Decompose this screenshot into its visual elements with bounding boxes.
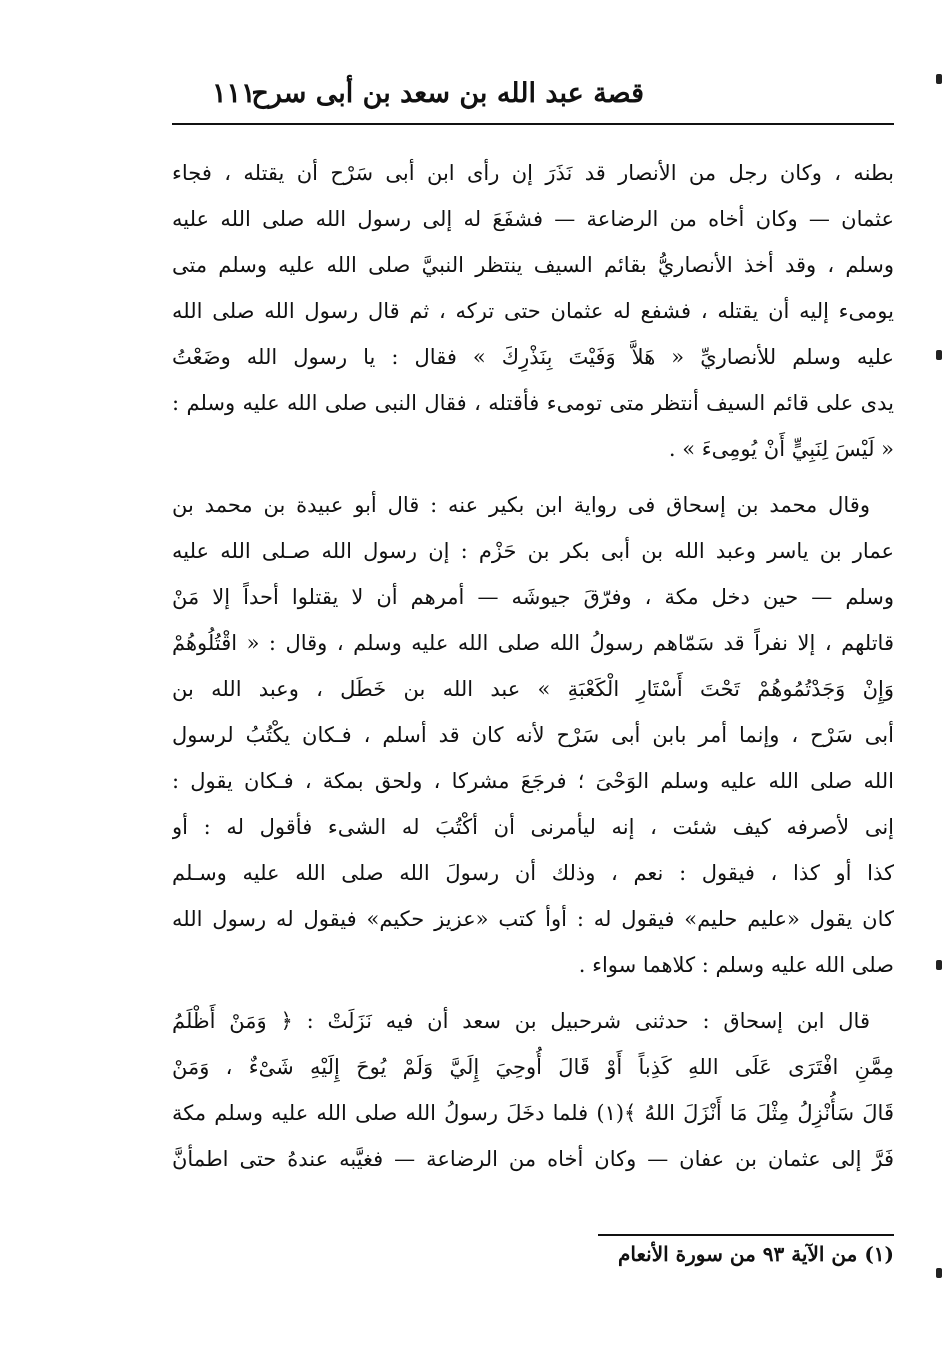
text-line: وَإِنْ وَجَدْتُمُوهُمْ تَحْتَ أَسْتَارِ الْكَعْبَةِ » عبد الله بن خَطَل ، وعبد الله بن xyxy=(172,677,894,701)
text-line: وقال محمد بن إسحاق فى رواية ابن بكير عنه : قال أبو عبيدة بن محمد بن xyxy=(172,493,870,517)
footnote-rule xyxy=(598,1234,894,1236)
text-line: إنى لأصرفه كيف شئت ، إنه ليأمرنى أن أكْتُبَ له الشىء فأقول له : أو xyxy=(172,815,894,839)
text-line: يدى على قائم السيف أنتظر متى تومىء فأقتله ، فقال النبى صلى الله عليه وسلم : xyxy=(172,391,894,415)
margin-mark xyxy=(936,74,942,84)
text-line: قَالَ سَأُنْزِلُ مِثْلَ مَا أَنْزَلَ اللهُ ﴾(١) فلما دخَلَ رسولُ الله صلى الله عليه وسلم مكة xyxy=(172,1101,894,1125)
text-line: وسلم ، وقد أخذ الأنصاريُّ بقائم السيف ينتظر النبيَّ صلى الله عليه وسلم متى xyxy=(172,253,894,277)
text-line: أبى سَرْح ، وإنما أمر بابن أبى سَرْح لأنه كان قد أسلم ، فـكان يكْتُبُ لرسول xyxy=(172,723,894,747)
text-line: عثمان — وكان أخاه من الرضاعة — فشفَعَ له إلى رسول الله صلى الله عليه xyxy=(172,207,894,231)
text-line: يومىء إليه أن يقتله ، فشفع له عثمان حتى تركه ، ثم قال رسول الله صلى الله xyxy=(172,299,894,323)
text-line: فَرَّ إلى عثمان بن عفان — وكان أخاه من الرضاعة — فغيَّبه عندهُ حتى اطمأنَّ xyxy=(172,1147,894,1171)
paragraph xyxy=(172,482,894,988)
paragraph xyxy=(172,998,894,1182)
running-header xyxy=(172,70,894,120)
body-text xyxy=(172,150,894,1182)
text-line: مِمَّنِ افْتَرَى عَلَى اللهِ كَذِباً أَوْ قَالَ أُوحِيَ إِلَيَّ وَلَمْ يُوحَ إِلَيْهِ شَىْءٌ ، وَمَنْ xyxy=(172,1055,894,1079)
text-line: عمار بن ياسر وعبد الله بن أبى بكر بن حَزْم : إن رسول الله صـلى الله عليه xyxy=(172,539,894,563)
page-number: ١١١ xyxy=(212,78,256,109)
text-line: كذا أو كذا ، فيقول : نعم ، وذلك أن رسولَ الله صلى الله عليه وسـلم xyxy=(172,861,894,885)
text-line: بطنه ، وكان رجل من الأنصار قد نَذَرَ إن رأى ابن أبى سَرْح أن يقتله ، فجاء xyxy=(172,161,894,185)
text-line: وسلم — حين دخل مكة ، وفرّقَ جيوشَه — أمرهم أن لا يقتلوا أحداً إلا مَنْ xyxy=(172,585,894,609)
margin-mark xyxy=(936,1268,942,1278)
text-line: صلى الله عليه وسلم : كلاهما سواء . xyxy=(578,953,894,977)
running-title: قصة عبد الله بن سعد بن أبى سرح xyxy=(251,78,644,109)
text-line: عليه وسلم للأنصاريِّ « هَلاَّ وَفَيْتَ بِنَذْرِكَ » فقال : يا رسول الله وضَعْتُ xyxy=(172,345,894,369)
text-line: « لَيْسَ لِنَبِيٍّ أَنْ يُومِىءَ » . xyxy=(668,437,894,461)
paragraph xyxy=(172,150,894,472)
text-line: قال ابن إسحاق : حدثنى شرحبيل بن سعد أن فيه نَزَلَتْ : ﴿ وَمَنْ أَظْلَمُ xyxy=(172,1009,870,1033)
margin-mark xyxy=(936,350,942,360)
header-rule xyxy=(172,123,894,125)
text-line: كان يقول «عليم حليم» فيقول له : أوأ كتب «عزيز حكيم» فيقول له رسول الله xyxy=(172,907,894,931)
text-line: الله صلى الله عليه وسلم الوَحْىَ ؛ فرجَعَ مشركا ، ولحق بمكة ، فـكان يقول : xyxy=(172,769,894,793)
text-line: قاتلهم ، إلا نفراً قد سَمّاهم رسولُ الله صلى الله عليه وسلم ، وقال : « اقْتُلُوهُمْ xyxy=(172,631,894,655)
footnote: (١) من الآية ٩٣ من سورة الأنعام xyxy=(618,1242,894,1266)
margin-mark xyxy=(936,960,942,970)
